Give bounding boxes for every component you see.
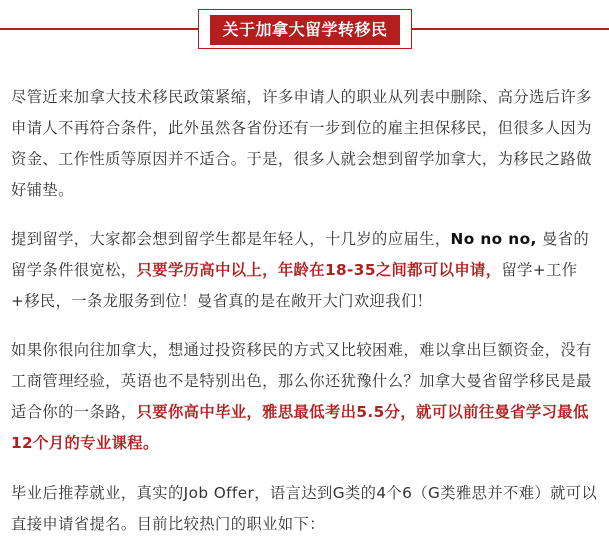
paragraph-text: 曼省的留学条件很宽松，: [11, 230, 590, 279]
highlight-ielts-requirement: 只要你高中毕业，雅思最低考出5.5分，就可以前往曼省学习最低12个月的专业课程。: [11, 403, 589, 452]
banner-divider-left: [0, 28, 198, 30]
paragraph-after-graduation: 毕业后推荐就业，真实的Job Offer，语言达到G类的4个6（G类雅思并不难）就可以直接申请省提名。目前比较热门的职业如下：: [11, 484, 598, 533]
paragraph-text: 留学+工作+移民，一条龙服务到位！曼省真的是在敞开大门欢迎我们！: [11, 261, 578, 310]
paragraph-intro: 尽管近来加拿大技术移民政策紧缩，许多申请人的职业从列表中删除、高分选后许多申请人不再符合条件，此外虽然各省份还有一步到位的雇主担保移民，但很多人因为资金、工作性质等原因并不适合。于是，很多人就会想到留学加拿大，为移民之路做好铺垫。: [11, 88, 592, 199]
section-title-banner: [0, 0, 609, 60]
highlight-requirements: 只要学历高中以上，年龄在18-35之间都可以申请，: [136, 261, 502, 279]
emphasis-no-no-no: No no no,: [450, 230, 537, 248]
banner-divider-right: [412, 28, 609, 30]
paragraph-study-conditions: [11, 224, 601, 317]
paragraph-study-route: [11, 335, 601, 459]
paragraph-text: 如果你很向往加拿大，想通过投资移民的方式又比较困难，难以拿出巨额资金，没有工商管理经验，英语也不是特别出色，那么你还犹豫什么？加拿大曼省留学移民是最适合你的一条路，: [11, 341, 592, 421]
paragraph-text: 提到留学，大家都会想到留学生都是年轻人，十几岁的应届生，: [11, 230, 451, 248]
section-title: 关于加拿大留学转移民: [210, 15, 400, 45]
